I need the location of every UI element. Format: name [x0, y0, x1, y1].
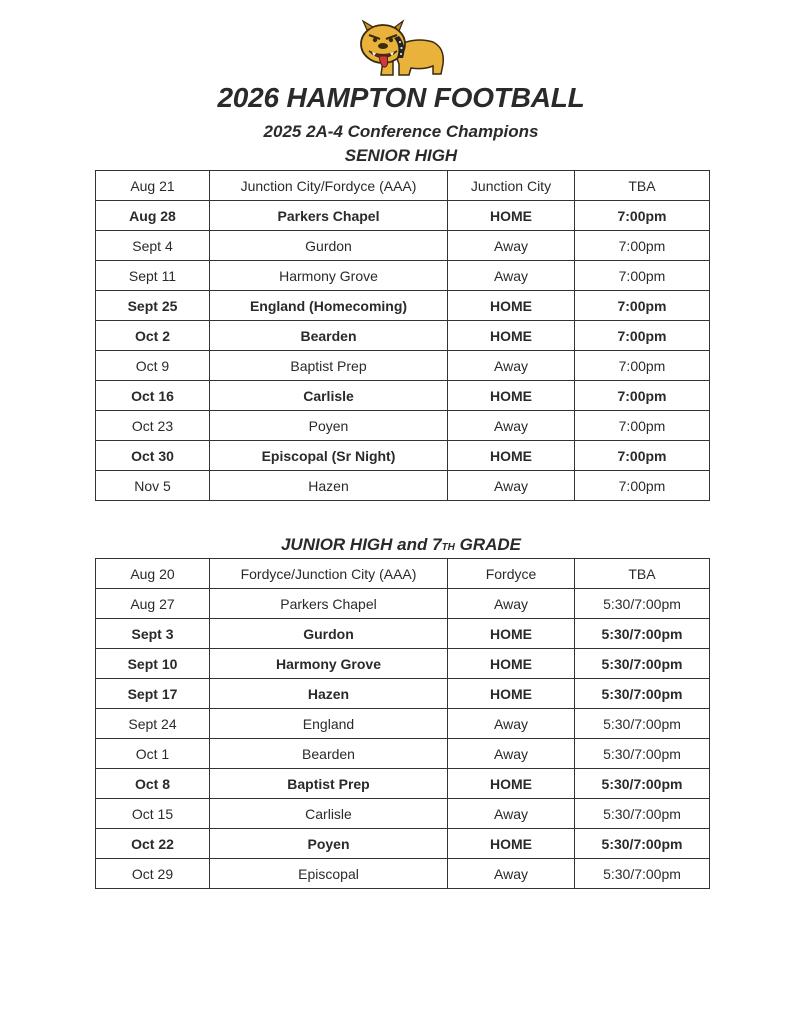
opponent-cell: Carlisle [210, 381, 448, 411]
game-date-cell: Oct 8 [96, 769, 210, 799]
location-cell: Fordyce [448, 559, 575, 589]
location-cell: HOME [448, 321, 575, 351]
location-cell: Away [448, 739, 575, 769]
kickoff-time-cell: 7:00pm [575, 351, 710, 381]
game-date-cell: Oct 22 [96, 829, 210, 859]
location-cell: Away [448, 351, 575, 381]
opponent-cell: Baptist Prep [210, 769, 448, 799]
table-row [96, 739, 710, 769]
senior-high-heading: SENIOR HIGH [344, 146, 458, 165]
location-cell: Away [448, 231, 575, 261]
kickoff-time-cell: 7:00pm [575, 201, 710, 231]
opponent-cell: Bearden [210, 321, 448, 351]
table-row [96, 559, 710, 589]
junior-high-schedule-table [95, 558, 710, 889]
game-date-cell: Oct 9 [96, 351, 210, 381]
kickoff-time-cell: TBA [575, 559, 710, 589]
table-row [96, 619, 710, 649]
kickoff-time-cell: 5:30/7:00pm [575, 649, 710, 679]
junior-high-heading-text: JUNIOR HIGH and 7 [280, 535, 442, 554]
game-date-cell: Oct 1 [96, 739, 210, 769]
location-cell: HOME [448, 381, 575, 411]
game-date-cell: Sept 25 [96, 291, 210, 321]
opponent-cell: Gurdon [210, 619, 448, 649]
kickoff-time-cell: 7:00pm [575, 291, 710, 321]
junior-high-heading-suffix: TH [441, 542, 455, 553]
game-date-cell: Sept 3 [96, 619, 210, 649]
table-row [96, 291, 710, 321]
opponent-cell: Fordyce/Junction City (AAA) [210, 559, 448, 589]
game-date-cell: Aug 20 [96, 559, 210, 589]
kickoff-time-cell: 7:00pm [575, 471, 710, 501]
game-date-cell: Sept 10 [96, 649, 210, 679]
location-cell: HOME [448, 441, 575, 471]
kickoff-time-cell: 5:30/7:00pm [575, 859, 710, 889]
kickoff-time-cell: 5:30/7:00pm [575, 829, 710, 859]
location-cell: HOME [448, 619, 575, 649]
opponent-cell: Bearden [210, 739, 448, 769]
kickoff-time-cell: 7:00pm [575, 441, 710, 471]
kickoff-time-cell: 7:00pm [575, 411, 710, 441]
table-row [96, 589, 710, 619]
kickoff-time-cell: 5:30/7:00pm [575, 799, 710, 829]
game-date-cell: Oct 23 [96, 411, 210, 441]
table-row [96, 799, 710, 829]
kickoff-time-cell: 7:00pm [575, 381, 710, 411]
table-row [96, 471, 710, 501]
location-cell: HOME [448, 769, 575, 799]
game-date-cell: Sept 17 [96, 679, 210, 709]
bulldog-mascot-icon [353, 18, 449, 78]
location-cell: HOME [448, 201, 575, 231]
opponent-cell: Episcopal [210, 859, 448, 889]
table-row [96, 709, 710, 739]
location-cell: Away [448, 261, 575, 291]
location-cell: HOME [448, 829, 575, 859]
kickoff-time-cell: 5:30/7:00pm [575, 769, 710, 799]
kickoff-time-cell: 5:30/7:00pm [575, 709, 710, 739]
table-row [96, 231, 710, 261]
location-cell: Away [448, 411, 575, 441]
opponent-cell: Gurdon [210, 231, 448, 261]
opponent-cell: Harmony Grove [210, 261, 448, 291]
kickoff-time-cell: 5:30/7:00pm [575, 589, 710, 619]
senior-high-schedule-table [95, 170, 710, 501]
table-row [96, 859, 710, 889]
location-cell: Away [448, 589, 575, 619]
game-date-cell: Oct 2 [96, 321, 210, 351]
opponent-cell: Poyen [210, 829, 448, 859]
page-title: 2026 HAMPTON FOOTBALL [217, 82, 585, 113]
table-row [96, 201, 710, 231]
table-row [96, 411, 710, 441]
table-row [96, 649, 710, 679]
location-cell: Away [448, 471, 575, 501]
kickoff-time-cell: 7:00pm [575, 321, 710, 351]
location-cell: Away [448, 709, 575, 739]
kickoff-time-cell: 5:30/7:00pm [575, 679, 710, 709]
game-date-cell: Aug 21 [96, 171, 210, 201]
opponent-cell: Harmony Grove [210, 649, 448, 679]
kickoff-time-cell: 7:00pm [575, 261, 710, 291]
location-cell: HOME [448, 291, 575, 321]
page-subtitle: 2025 2A-4 Conference Champions [263, 122, 539, 141]
game-date-cell: Oct 15 [96, 799, 210, 829]
opponent-cell: Junction City/Fordyce (AAA) [210, 171, 448, 201]
kickoff-time-cell: 7:00pm [575, 231, 710, 261]
table-row [96, 321, 710, 351]
location-cell: HOME [448, 679, 575, 709]
opponent-cell: Poyen [210, 411, 448, 441]
table-row [96, 381, 710, 411]
table-row [96, 441, 710, 471]
game-date-cell: Nov 5 [96, 471, 210, 501]
junior-high-heading-grade: GRADE [454, 535, 522, 554]
kickoff-time-cell: 5:30/7:00pm [575, 619, 710, 649]
location-cell: Away [448, 799, 575, 829]
game-date-cell: Aug 27 [96, 589, 210, 619]
location-cell: Away [448, 859, 575, 889]
opponent-cell: Episcopal (Sr Night) [210, 441, 448, 471]
table-row [96, 769, 710, 799]
kickoff-time-cell: 5:30/7:00pm [575, 739, 710, 769]
game-date-cell: Oct 29 [96, 859, 210, 889]
opponent-cell: England [210, 709, 448, 739]
table-row [96, 679, 710, 709]
game-date-cell: Oct 30 [96, 441, 210, 471]
table-row [96, 829, 710, 859]
table-row [96, 261, 710, 291]
opponent-cell: Parkers Chapel [210, 589, 448, 619]
game-date-cell: Aug 28 [96, 201, 210, 231]
junior-high-heading [0, 535, 802, 555]
table-row [96, 171, 710, 201]
kickoff-time-cell: TBA [575, 171, 710, 201]
table-row [96, 351, 710, 381]
location-cell: HOME [448, 649, 575, 679]
game-date-cell: Sept 4 [96, 231, 210, 261]
game-date-cell: Sept 24 [96, 709, 210, 739]
opponent-cell: Baptist Prep [210, 351, 448, 381]
opponent-cell: Parkers Chapel [210, 201, 448, 231]
opponent-cell: Carlisle [210, 799, 448, 829]
location-cell: Junction City [448, 171, 575, 201]
opponent-cell: England (Homecoming) [210, 291, 448, 321]
game-date-cell: Sept 11 [96, 261, 210, 291]
opponent-cell: Hazen [210, 471, 448, 501]
game-date-cell: Oct 16 [96, 381, 210, 411]
opponent-cell: Hazen [210, 679, 448, 709]
